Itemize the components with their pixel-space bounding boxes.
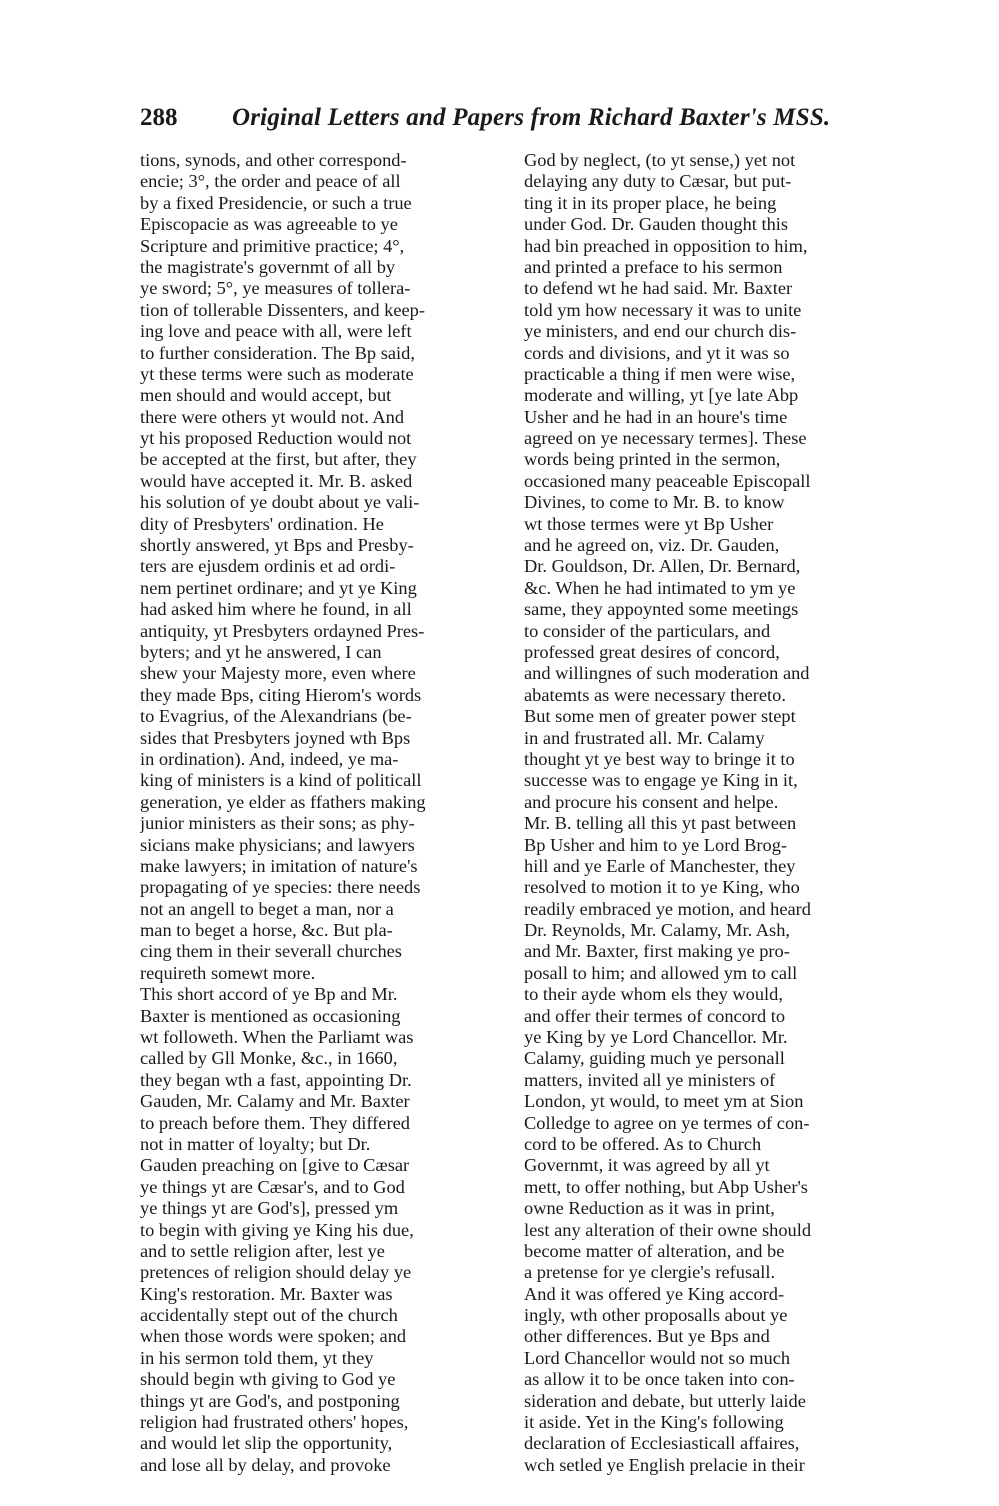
- text-line: And it was offered ye King accord-: [524, 1283, 785, 1304]
- text-line: moderate and willing, yt [ye late Abp: [524, 385, 799, 406]
- text-line: by a fixed Presidencie, or such a true: [140, 192, 412, 213]
- text-line: in ordination). And, indeed, ye ma-: [140, 748, 399, 769]
- text-line: junior ministers as their sons; as phy-: [140, 813, 415, 834]
- text-line: sideration and debate, but utterly laide: [524, 1390, 806, 1411]
- text-line: abatemts as were necessary thereto.: [524, 684, 786, 705]
- text-line: byters; and yt he answered, I can: [140, 641, 382, 662]
- text-line: not in matter of loyalty; but Dr.: [140, 1133, 371, 1154]
- text-line: thought yt ye best way to bringe it to: [524, 748, 795, 769]
- text-line: they made Bps, citing Hierom's words: [140, 684, 422, 705]
- text-line: Lord Chancellor would not so much: [524, 1347, 791, 1368]
- text-line: Gauden preaching on [give to Cæsar: [140, 1155, 410, 1176]
- text-line: to further consideration. The Bp said,: [140, 342, 415, 363]
- text-line: Bp Usher and him to ye Lord Brog-: [524, 834, 788, 855]
- text-line: encie; 3°, the order and peace of all: [140, 171, 401, 192]
- text-line: agreed on ye necessary termes]. These: [524, 428, 807, 449]
- text-line: there were others yt would not. And: [140, 406, 405, 427]
- text-line: it aside. Yet in the King's following: [524, 1412, 784, 1433]
- text-line: words being printed in the sermon,: [524, 449, 781, 470]
- text-line: ye things yt are God's], pressed ym: [140, 1198, 399, 1219]
- text-line: pretences of religion should delay ye: [140, 1262, 412, 1283]
- text-line: lest any alteration of their owne should: [524, 1219, 812, 1240]
- text-line: to consider of the particulars, and: [524, 620, 771, 641]
- text-line: shortly answered, yt Bps and Presby-: [140, 535, 414, 556]
- text-line: ingly, wth other proposalls about ye: [524, 1305, 788, 1326]
- text-line: cing them in their severall churches: [140, 941, 402, 962]
- text-line: to preach before them. They differed: [140, 1112, 410, 1133]
- text-line: propagating of ye species: there needs: [140, 877, 421, 898]
- text-line: ing love and peace with all, were left: [140, 321, 412, 342]
- text-line: Dr. Reynolds, Mr. Calamy, Mr. Ash,: [524, 920, 790, 941]
- text-line: sicians make physicians; and lawyers: [140, 834, 415, 855]
- text-line: should begin wth giving to God ye: [140, 1369, 396, 1390]
- text-line: when those words were spoken; and: [140, 1326, 407, 1347]
- text-line: and willingnes of such moderation and: [524, 663, 810, 684]
- text-line: to begin with giving ye King his due,: [140, 1219, 414, 1240]
- text-line: yt his proposed Reduction would not: [140, 428, 412, 449]
- right-text-column: [524, 150, 888, 1476]
- text-line: accidentally stept out of the church: [140, 1305, 398, 1326]
- text-line: had bin preached in opposition to him,: [524, 235, 808, 256]
- text-line: Divines, to come to Mr. B. to know: [524, 492, 785, 513]
- text-line: Baxter is mentioned as occasioning: [140, 1005, 401, 1026]
- text-line: Governmt, it was agreed by all yt: [524, 1155, 770, 1176]
- text-line: hill and ye Earle of Manchester, they: [524, 855, 796, 876]
- text-line: But some men of greater power stept: [524, 706, 796, 727]
- text-line: readily embraced ye motion, and heard: [524, 898, 811, 919]
- text-line: nem pertinet ordinare; and yt ye King: [140, 577, 417, 598]
- text-line: become matter of alteration, and be: [524, 1240, 785, 1261]
- text-line: a pretense for ye clergie's refusall.: [524, 1262, 776, 1283]
- text-line: This short accord of ye Bp and Mr.: [140, 984, 398, 1005]
- left-text-column: [140, 150, 504, 1476]
- text-line: called by Gll Monke, &c., in 1660,: [140, 1048, 398, 1069]
- text-line: Mr. B. telling all this yt past between: [524, 813, 797, 834]
- text-line: and to settle religion after, lest ye: [140, 1240, 385, 1261]
- text-line: delaying any duty to Cæsar, but put-: [524, 171, 792, 192]
- text-line: cords and divisions, and yt it was so: [524, 342, 790, 363]
- text-line: as allow it to be once taken into con-: [524, 1369, 795, 1390]
- text-line: resolved to motion it to ye King, who: [524, 877, 800, 898]
- text-line: ters are ejusdem ordinis et ad ordi-: [140, 556, 396, 577]
- text-line: in his sermon told them, yt they: [140, 1347, 374, 1368]
- text-line: antiquity, yt Presbyters ordayned Pres-: [140, 620, 425, 641]
- text-line: declaration of Ecclesiasticall affaires,: [524, 1433, 800, 1454]
- text-line: mett, to offer nothing, but Abp Usher's: [524, 1176, 808, 1197]
- text-line: occasioned many peaceable Episcopall: [524, 470, 811, 491]
- text-line: the magistrate's governmt of all by: [140, 256, 396, 277]
- page-header: [140, 104, 880, 140]
- text-line: and procure his consent and helpe.: [524, 791, 779, 812]
- text-line: God by neglect, (to yt sense,) yet not: [524, 150, 796, 170]
- text-line: professed great desires of concord,: [524, 641, 780, 662]
- text-line: ye things yt are Cæsar's, and to God: [140, 1176, 405, 1197]
- text-line: ting it in its proper place, he being: [524, 192, 777, 213]
- text-line: yt these terms were such as moderate: [140, 363, 414, 384]
- text-line: Calamy, guiding much ye personall: [524, 1048, 785, 1069]
- text-line: to defend wt he had said. Mr. Baxter: [524, 278, 793, 299]
- text-line: London, yt would, to meet ym at Sion: [524, 1091, 804, 1112]
- text-line: make lawyers; in imitation of nature's: [140, 855, 418, 876]
- text-line: and lose all by delay, and provoke: [140, 1454, 391, 1475]
- text-line: Episcopacie as was agreeable to ye: [140, 214, 398, 235]
- text-line: sides that Presbyters joyned wth Bps: [140, 727, 411, 748]
- text-line: practicable a thing if men were wise,: [524, 363, 796, 384]
- text-line: and would let slip the opportunity,: [140, 1433, 393, 1454]
- text-line: matters, invited all ye ministers of: [524, 1069, 776, 1090]
- text-line: ye King by ye Lord Chancellor. Mr.: [524, 1027, 788, 1048]
- text-line: other differences. But ye Bps and: [524, 1326, 770, 1347]
- text-line: Scripture and primitive practice; 4°,: [140, 235, 405, 256]
- text-line: and he agreed on, viz. Dr. Gauden,: [524, 535, 780, 556]
- text-line: men should and would accept, but: [140, 385, 392, 406]
- text-line: owne Reduction as it was in print,: [524, 1198, 775, 1219]
- text-line: requireth somewt more.: [140, 962, 316, 983]
- text-line: tion of tollerable Dissenters, and keep-: [140, 299, 425, 320]
- text-line: wt followeth. When the Parliamt was: [140, 1027, 414, 1048]
- text-line: &c. When he had intimated to ym ye: [524, 577, 796, 598]
- text-line: in and frustrated all. Mr. Calamy: [524, 727, 765, 748]
- text-line: ye ministers, and end our church dis-: [524, 321, 797, 342]
- text-line: his solution of ye doubt about ye vali-: [140, 492, 420, 513]
- text-line: dity of Presbyters' ordination. He: [140, 513, 384, 534]
- text-line: to Evagrius, of the Alexandrians (be-: [140, 706, 412, 727]
- text-line: and Mr. Baxter, first making ye pro-: [524, 941, 790, 962]
- running-title: Original Letters and Papers from Richard Baxter's MSS.: [232, 104, 831, 131]
- text-line: would have accepted it. Mr. B. asked: [140, 470, 413, 491]
- text-line: shew your Majesty more, even where: [140, 663, 416, 684]
- text-line: told ym how necessary it was to unite: [524, 299, 802, 320]
- text-line: be accepted at the first, but after, they: [140, 449, 417, 470]
- text-line: Usher and he had in an houre's time: [524, 406, 788, 427]
- text-line: under God. Dr. Gauden thought this: [524, 214, 789, 235]
- text-line: and offer their termes of concord to: [524, 1005, 786, 1026]
- text-line: king of ministers is a kind of politicall: [140, 770, 422, 791]
- text-line: man to beget a horse, &c. But pla-: [140, 920, 393, 941]
- text-line: same, they appoynted some meetings: [524, 599, 799, 620]
- page-number: 288: [140, 104, 178, 131]
- text-line: religion had frustrated others' hopes,: [140, 1412, 409, 1433]
- text-line: wt those termes were yt Bp Usher: [524, 513, 774, 534]
- text-line: cord to be offered. As to Church: [524, 1133, 762, 1154]
- text-line: Gauden, Mr. Calamy and Mr. Baxter: [140, 1091, 410, 1112]
- text-line: successe was to engage ye King in it,: [524, 770, 798, 791]
- text-line: Dr. Gouldson, Dr. Allen, Dr. Bernard,: [524, 556, 801, 577]
- text-line: generation, ye elder as ffathers making: [140, 791, 426, 812]
- text-line: they began wth a fast, appointing Dr.: [140, 1069, 412, 1090]
- text-line: posall to him; and allowed ym to call: [524, 962, 798, 983]
- text-line: ye sword; 5°, ye measures of tollera-: [140, 278, 411, 299]
- text-line: had asked him where he found, in all: [140, 599, 412, 620]
- text-line: Colledge to agree on ye termes of con-: [524, 1112, 810, 1133]
- text-line: King's restoration. Mr. Baxter was: [140, 1283, 393, 1304]
- text-line: to their ayde whom els they would,: [524, 984, 783, 1005]
- text-line: tions, synods, and other correspond-: [140, 150, 407, 170]
- text-line: and printed a preface to his sermon: [524, 256, 783, 277]
- text-line: things yt are God's, and postponing: [140, 1390, 400, 1411]
- text-line: wch setled ye English prelacie in their: [524, 1454, 805, 1475]
- text-line: not an angell to beget a man, nor a: [140, 898, 394, 919]
